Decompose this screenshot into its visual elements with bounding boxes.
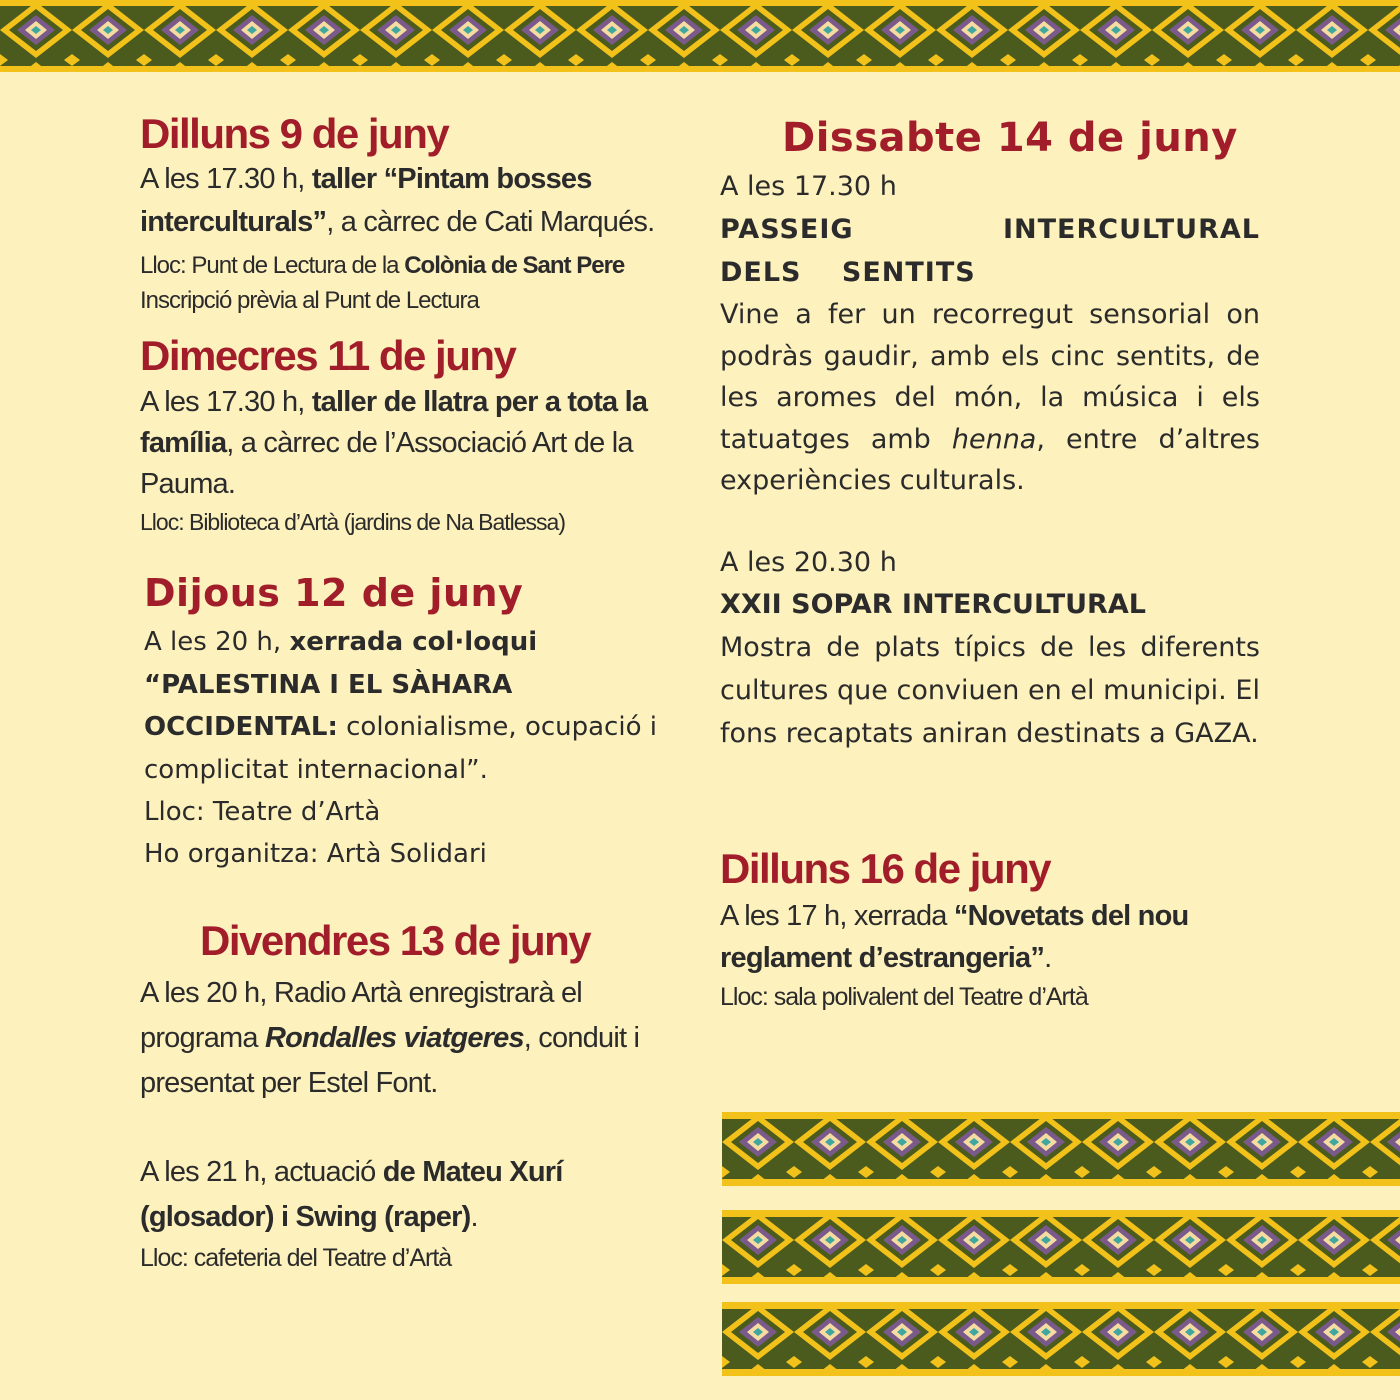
event-time-2: A les 20.30 h bbox=[720, 546, 897, 578]
ethnic-band-3 bbox=[722, 1302, 1400, 1376]
day-heading: Divendres 13 de juny bbox=[200, 917, 591, 964]
event-title: PASSEIG INTERCULTURAL DELS SENTITS bbox=[720, 214, 1260, 288]
event-description: A les 20 h, xerrada col·loqui “PALESTINA I EL SÀHARA OCCIDENTAL: colonialisme, ocupació i complicitat internacional”. bbox=[144, 627, 657, 785]
ethnic-band-2 bbox=[722, 1210, 1400, 1284]
event-organizer: Ho organitza: Artà Solidari bbox=[144, 839, 487, 869]
event-dissabte-14 bbox=[720, 110, 1260, 755]
event-description: A les 20 h, Radio Artà enregistrarà el programa Rondalles viatgeres, conduit i presentat per Estel Font. bbox=[140, 977, 640, 1099]
event-place: Lloc: Teatre d’Artà bbox=[144, 797, 381, 827]
event-place: Lloc: Biblioteca d’Artà (jardins de Na Batlessa) bbox=[140, 509, 566, 535]
event-place: Lloc: cafeteria del Teatre d’Artà bbox=[140, 1244, 452, 1272]
event-dimecres-11 bbox=[140, 330, 670, 539]
event-description: A les 17 h, xerrada “Novetats del nou reglament d’estrangeria”. bbox=[720, 899, 1189, 974]
event-place: Lloc: Punt de Lectura de la Colònia de Sant Pere bbox=[140, 252, 625, 279]
left-column bbox=[140, 108, 670, 1276]
day-heading: Dijous 12 de juny bbox=[144, 571, 524, 615]
top-ethnic-border bbox=[0, 0, 1400, 72]
event-dilluns-16 bbox=[720, 843, 1260, 1015]
ethnic-band-1 bbox=[722, 1112, 1400, 1186]
event-note: Inscripció prèvia al Punt de Lectura bbox=[140, 287, 479, 314]
event-place: Lloc: sala polivalent del Teatre d’Artà bbox=[720, 982, 1088, 1011]
day-heading: Dissabte 14 de juny bbox=[782, 115, 1238, 161]
event-dijous-12 bbox=[140, 565, 670, 875]
right-column bbox=[720, 110, 1260, 1015]
event-time: A les 17.30 h bbox=[720, 171, 897, 202]
event-description: Vine a fer un recorregut sensorial on podràs gaudir, amb els cinc sentits, de les aromes del món, la música i els tatuatges amb henna, entre d’altres experiències culturals. bbox=[720, 299, 1260, 496]
event-dilluns-9 bbox=[140, 108, 670, 318]
day-heading: Dilluns 9 de juny bbox=[140, 110, 449, 157]
day-heading: Dilluns 16 de juny bbox=[720, 844, 1051, 892]
event-description-2: A les 21 h, actuació de Mateu Xurí (glosador) i Swing (raper). bbox=[140, 1156, 563, 1233]
event-description-2: Mostra de plats típics de les diferents cultures que conviuen en el municipi. El fons recaptats aniran destinats a GAZA. bbox=[720, 631, 1260, 749]
event-title-2: XXII SOPAR INTERCULTURAL bbox=[720, 588, 1146, 620]
event-description: A les 17.30 h, taller de llatra per a tota la família, a càrrec de l’Associació Art de la Pauma. bbox=[140, 386, 648, 500]
event-description: A les 17.30 h, taller “Pintam bosses interculturals”, a càrrec de Cati Marqués. bbox=[140, 163, 655, 238]
event-divendres-13 bbox=[140, 915, 670, 1276]
day-heading: Dimecres 11 de juny bbox=[140, 332, 516, 379]
